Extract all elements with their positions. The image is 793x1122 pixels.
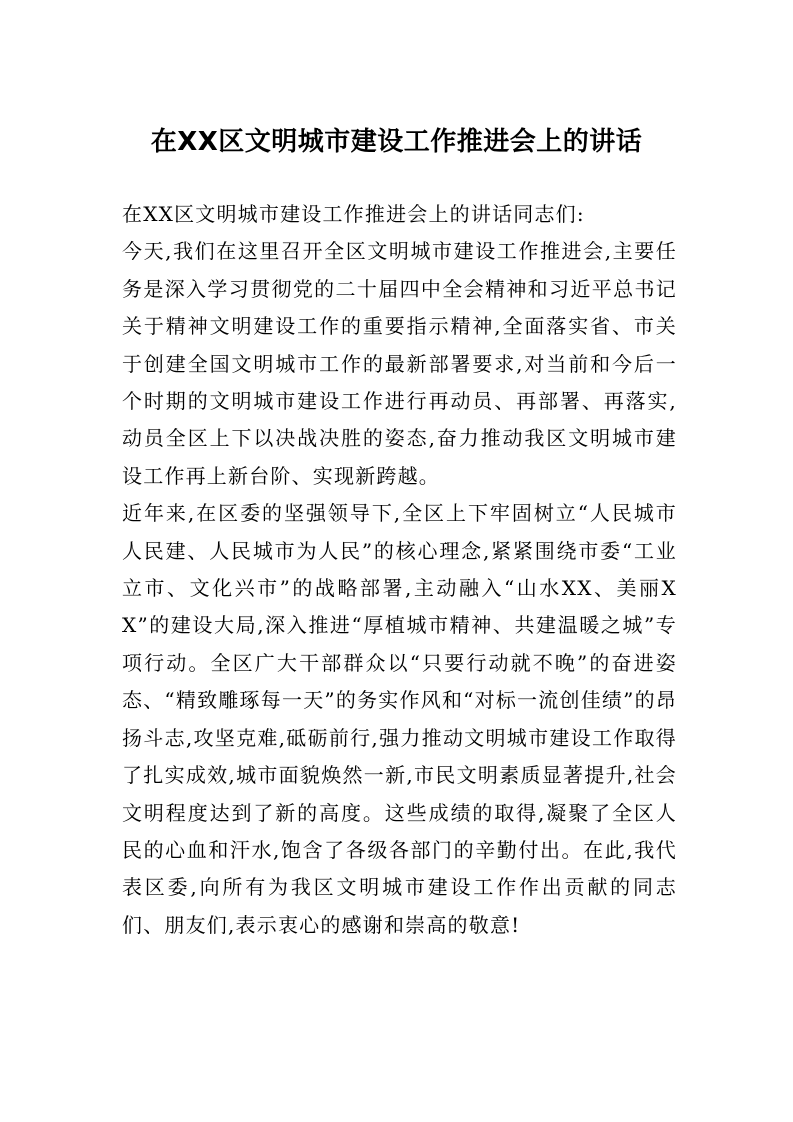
paragraph-achievements: 近年来,在区委的坚强领导下,全区上下牢固树立“人民城市人民建、人民城市为人民”的核心理念,紧紧围绕市委“工业立市、文化兴市”的战略部署,主动融入“山水XX、美丽XX”的建设大局,深入推进“厚植城市精神、共建温暖之城”专项行动。全区广大干部群众以“只要行动就不晚”的奋进姿态、“精致雕琢每一天”的务实作风和“对标一流创佳绩”的昂扬斗志,攻坚克难,砥砺前行,强力推动文明城市建设工作取得了扎实成效,城市面貌焕然一新,市民文明素质显著提升,社会文明程度达到了新的高度。这些成绩的取得,凝聚了全区人民的心血和汗水,饱含了各级各部门的辛勤付出。在此,我代表区委,向所有为我区文明城市建设工作作出贡献的同志们、朋友们,表示衷心的感谢和崇高的敬意! bbox=[122, 501, 677, 937]
document-title: 在XX区文明城市建设工作推进会上的讲话 bbox=[150, 127, 643, 157]
paragraph-opening: 今天,我们在这里召开全区文明城市建设工作推进会,主要任务是深入学习贯彻党的二十届四中全会精神和习近平总书记关于精神文明建设工作的重要指示精神,全面落实省、市关于创建全国文明城市工作的最新部署要求,对当前和今后一个时期的文明城市建设工作进行再动员、再部署、再落实,动员全区上下以决战决胜的姿态,奋力推动我区文明城市建设工作再上新台阶、实现新跨越。 bbox=[122, 239, 677, 488]
document-body bbox=[122, 196, 677, 944]
paragraph-heading: 在XX区文明城市建设工作推进会上的讲话同志们: bbox=[122, 202, 585, 226]
